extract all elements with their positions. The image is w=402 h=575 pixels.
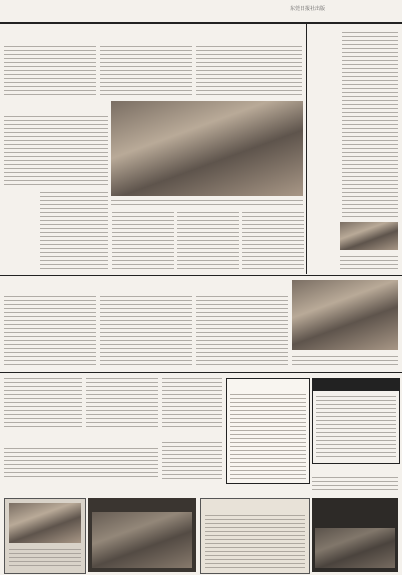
lead-text-col-3 xyxy=(196,44,302,98)
recruit-box xyxy=(226,378,310,484)
bottom-left-text-5 xyxy=(162,440,222,482)
school-title xyxy=(313,379,399,391)
right-vertical-title xyxy=(318,30,338,245)
right-photo xyxy=(340,222,398,250)
masthead xyxy=(0,0,402,24)
ad-1 xyxy=(4,498,86,574)
mid-photo xyxy=(292,280,398,350)
bottom-left-text-3 xyxy=(162,376,222,430)
lead-text-col-1 xyxy=(4,44,96,98)
left-story-text xyxy=(4,114,108,188)
lead-text-col-2 xyxy=(100,44,192,98)
mid-text-col-2 xyxy=(177,210,239,272)
ad-4 xyxy=(312,498,398,572)
vertical-story-text xyxy=(40,190,108,272)
paper-info: 东莞日报社出版 xyxy=(290,6,326,12)
right-text-col xyxy=(342,30,398,220)
school-box xyxy=(312,378,400,464)
mid-photo-caption xyxy=(292,354,398,368)
right-vertical-subtitle xyxy=(308,30,318,90)
ad-2 xyxy=(88,498,196,572)
mid-article-col-2 xyxy=(100,294,192,368)
mid-text-col-3 xyxy=(242,210,304,272)
mid-text-col-1 xyxy=(112,210,174,272)
right-lower-text xyxy=(340,254,398,272)
notice-box xyxy=(312,465,398,495)
mid-article-col-1 xyxy=(4,294,96,368)
photo-caption xyxy=(111,198,303,206)
bottom-left-text-4 xyxy=(4,446,158,478)
mid-article-col-3 xyxy=(196,294,288,368)
ad-3 xyxy=(200,498,310,574)
bottom-left-text-1 xyxy=(4,376,82,430)
bottom-left-text-2 xyxy=(86,376,158,430)
event-photo xyxy=(111,101,303,196)
vertical-title xyxy=(8,192,34,272)
